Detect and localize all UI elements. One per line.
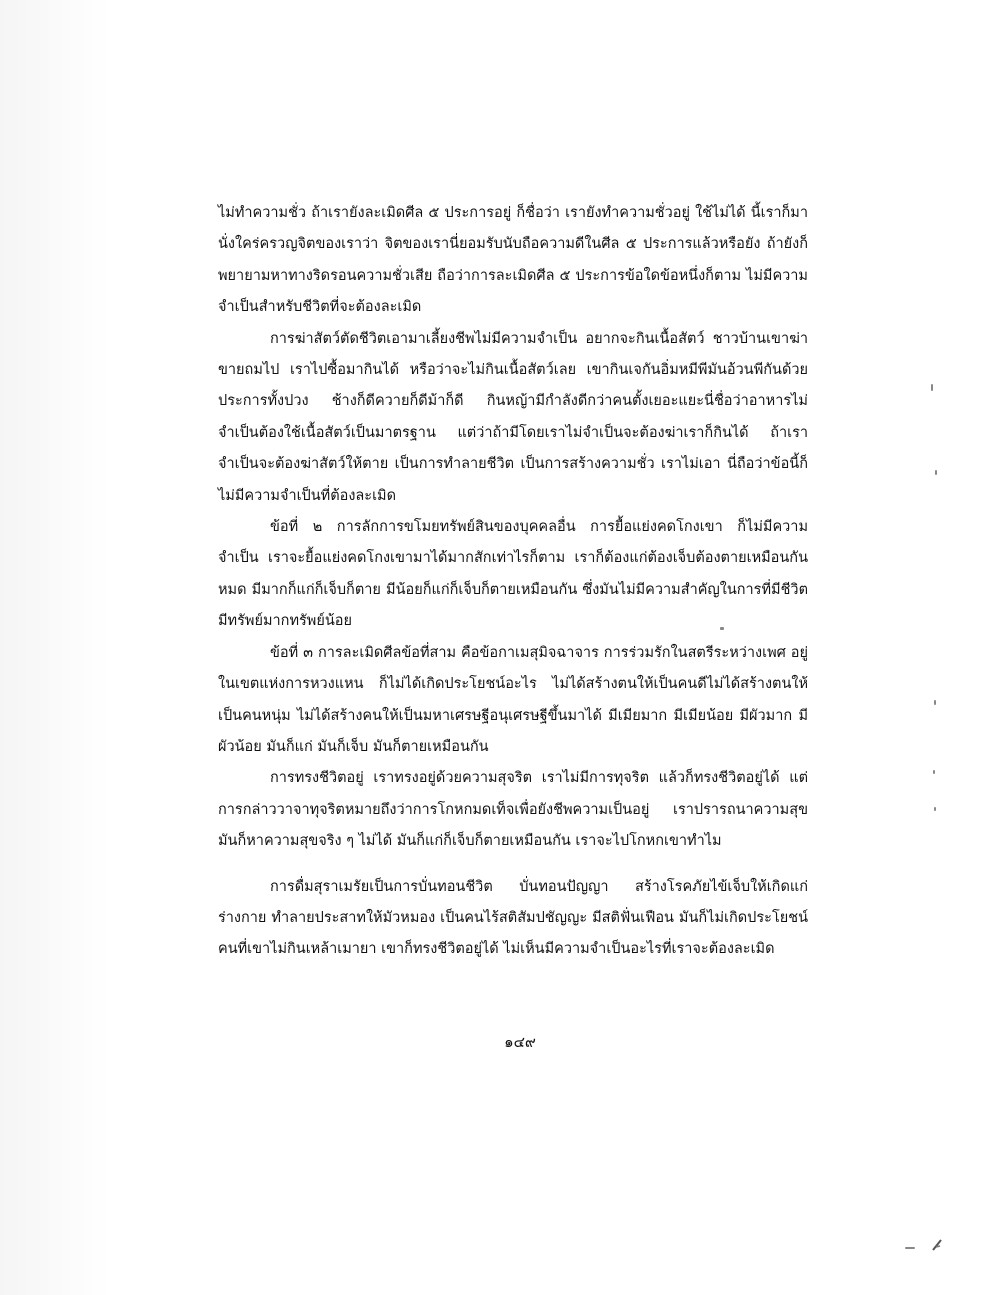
paragraph-precept-2: ข้อที่ ๒ การลักการขโมยทรัพย์สินของบุคคลอื่น การยื้อแย่งคดโกงเขา ก็ไม่มีความจำเป็น เราจะยื้อแย่งคดโกงเขามาได้มากสักเท่าไรก็ตาม เราก็ต้องแก่ต้องเจ็บต้องตายเหมือนกันหมด มีมากก็แก่ก็เจ็บก็ตาย มีน้อยก็แก่ก็เจ็บก็ตายเหมือนกัน ซึ่งมันไม่มีความสำคัญในการที่มีชีวิตมีทรัพย์มากทรัพย์น้อย (218, 519, 808, 630)
paragraph-intoxicants: การดื่มสุราเมรัยเป็นการบั่นทอนชีวิต บั่นทอนปัญญา สร้างโรคภัยไข้เจ็บให้เกิดแก่ร่างกาย ทำลายประสาทให้มัวหมอง เป็นคนไร้สติสัมปชัญญะ มีสติฟั่นเฟือน มันก็ไม่เกิดประโยชน์ คนที่เขาไม่กินเหล้าเมายา เขาก็ทรงชีวิตอยู่ได้ ไม่เห็นมีความจำเป็นอะไรที่เราจะต้องละเมิด (218, 878, 808, 958)
scan-speck (934, 700, 936, 705)
scan-edge-shadow (0, 0, 110, 1295)
scan-mark-icon (930, 1238, 944, 1252)
paragraph-precept-3: ข้อที่ ๓ การละเมิดศีลข้อที่สาม คือข้อกาเมสุมิจฉาจาร การร่วมรักในสตรีระหว่างเพศ อยู่ในเขตแห่งการหวงแหน ก็ไม่ได้เกิดประโยชน์อะไร ไม่ได้สร้างตนให้เป็นคนดีไม่ได้สร้างตนให้เป็นคนหนุ่ม ไม่ได้สร้างคนให้เป็นมหาเศรษฐีอนุเศรษฐีขึ้นมาได้ มีเมียมาก มีเมียน้อย มีผัวมาก มีผัวน้อย มันก็แก่ มันก็เจ็บ มันก็ตายเหมือนกัน (218, 644, 808, 755)
paragraph-continuation: ไม่ทำความชั่ว ถ้าเรายังละเมิดศีล ๕ ประการอยู่ ก็ชื่อว่า เรายังทำความชั่วอยู่ ใช้ไม่ได้ นี้เราก็มานั่งใคร่ครวญจิตของเราว่า จิตของเรานี่ยอมรับนับถือความดีในศีล ๕ ประการแล้วหรือยัง ถ้ายังก็พยายามหาทางริดรอนความชั่วเสีย ถือว่าการละเมิดศีล ๕ ประการข้อใดข้อหนึ่งก็ตาม ไม่มีความจำเป็นสำหรับชีวิตที่จะต้องละเมิด (218, 205, 808, 316)
paragraph-honest-living: การทรงชีวิตอยู่ เราทรงอยู่ด้วยความสุจริต เราไม่มีการทุจริต แล้วก็ทรงชีวิตอยู่ได้ แต่การกล่าววาจาทุจริตหมายถึงว่าการโกหกมดเท็จเพื่อยังชีพความเป็นอยู่ เราปรารถนาความสุข มันก็หาความสุขจริง ๆ ไม่ได้ มันก็แก่ก็เจ็บก็ตายเหมือนกัน เราจะไปโกหกเขาทำไม (218, 770, 808, 850)
paragraph-killing-animals: การฆ่าสัตว์ตัดชีวิตเอามาเลี้ยงชีพไม่มีความจำเป็น อยากจะกินเนื้อสัตว์ ชาวบ้านเขาฆ่าขายถมไป เราไปซื้อมากินได้ หรือว่าจะไม่กินเนื้อสัตว์เลย เขากินเจกันอิ่มหมีพีมันอ้วนพีกันด้วยประการทั้งปวง ช้างก็ดีควายก็ดีม้าก็ดี กินหญ้ามีกำลังดีกว่าคนตั้งเยอะแยะนี่ชื่อว่าอาหารไม่จำเป็นต้องใช้เนื้อสัตว์เป็นมาตรฐาน แต่ว่าถ้ามีโดยเราไม่จำเป็นจะต้องฆ่าเราก็กินได้ ถ้าเราจำเป็นจะต้องฆ่าสัตว์ให้ตาย เป็นการทำลายชีวิต เป็นการสร้างความชั่ว เราไม่เอา นี่ถือว่าข้อนี้ก็ไม่มีความจำเป็นที่ต้องละเมิด (218, 330, 808, 504)
scan-speck (935, 470, 937, 475)
scan-speck (931, 384, 933, 391)
scan-speck (720, 627, 724, 630)
scan-speck (905, 1247, 915, 1249)
page-number: ๑๔๙ (504, 1033, 536, 1051)
scan-speck (934, 807, 936, 811)
body-text (218, 198, 808, 966)
scan-speck (933, 770, 935, 774)
